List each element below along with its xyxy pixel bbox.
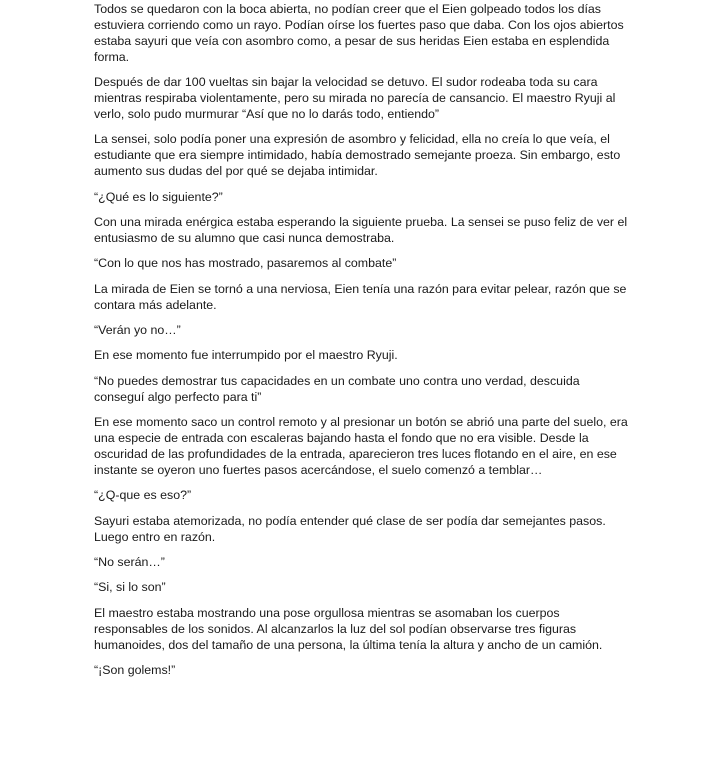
paragraph: En ese momento saco un control remoto y al presionar un botón se abrió una parte del suelo, era una especie de entrada con escaleras bajando hasta el fondo que no era visible. Desde la oscuridad de las profundidades de la entrada, aparecieron tres luces flotando en el aire, en ese instante se oyeron uno fuertes pasos acercándose, el suelo comenzó a temblar… — [94, 415, 628, 477]
dialogue-line: “Con lo que nos has mostrado, pasaremos al combate” — [94, 256, 397, 271]
dialogue-line: “No puedes demostrar tus capacidades en un combate uno contra uno verdad, descuida conseguí algo perfecto para ti” — [94, 373, 580, 404]
paragraph: Sayuri estaba atemorizada, no podía entender qué clase de ser podía dar semejantes pasos. Luego entro en razón. — [94, 513, 606, 544]
paragraph: Con una mirada enérgica estaba esperando la siguiente prueba. La sensei se puso feliz de ver el entusiasmo de su alumno que casi nunca demostraba. — [94, 214, 628, 245]
paragraph: Después de dar 100 vueltas sin bajar la velocidad se detuvo. El sudor rodeaba toda su cara mientras respiraba violentamente, pero su mirada no parecía de cansancio. El maestro Ryuji al verlo, solo pudo murmurar “Así que no lo darás todo, entiendo” — [94, 75, 616, 121]
dialogue-line: “Verán yo no…” — [94, 323, 181, 337]
dialogue-line: “¿Qué es lo siguiente?” — [94, 189, 223, 204]
dialogue-line: “¡Son golems!” — [94, 663, 176, 677]
paragraph: La sensei, solo podía poner una expresión de asombro y felicidad, ella no creía lo que veía, el estudiante que era siempre intimidado, había demostrado semejante proeza. Sin embargo, esto aumento sus dudas del por qué se dejaba intimidar. — [94, 132, 621, 179]
dialogue-line: “¿Q-que es eso?” — [94, 488, 192, 503]
paragraph: El maestro estaba mostrando una pose orgullosa mientras se asomaban los cuerpos responsables de los sonidos. Al alcanzarlos la luz del sol podían observarse tres figuras humanoides, dos del tamaño de una persona, la última tenía la altura y ancho de un camión. — [94, 605, 603, 652]
dialogue-line: “No serán…” — [94, 554, 165, 569]
dialogue-line: “Si, si lo son” — [94, 580, 166, 595]
paragraph: Todos se quedaron con la boca abierta, no podían creer que el Eien golpeado todos los días estuviera corriendo como un rayo. Podían oírse los fuertes paso que daba. Con los ojos abiertos estaba sayuri que veía con asombro como, a pesar de sus heridas Eien estaba en esplendida forma. — [94, 2, 624, 64]
document-body — [94, 2, 630, 688]
paragraph: En ese momento fue interrumpido por el maestro Ryuji. — [94, 348, 398, 363]
paragraph: La mirada de Eien se tornó a una nerviosa, Eien tenía una razón para evitar pelear, razón que se contara más adelante. — [94, 281, 627, 312]
